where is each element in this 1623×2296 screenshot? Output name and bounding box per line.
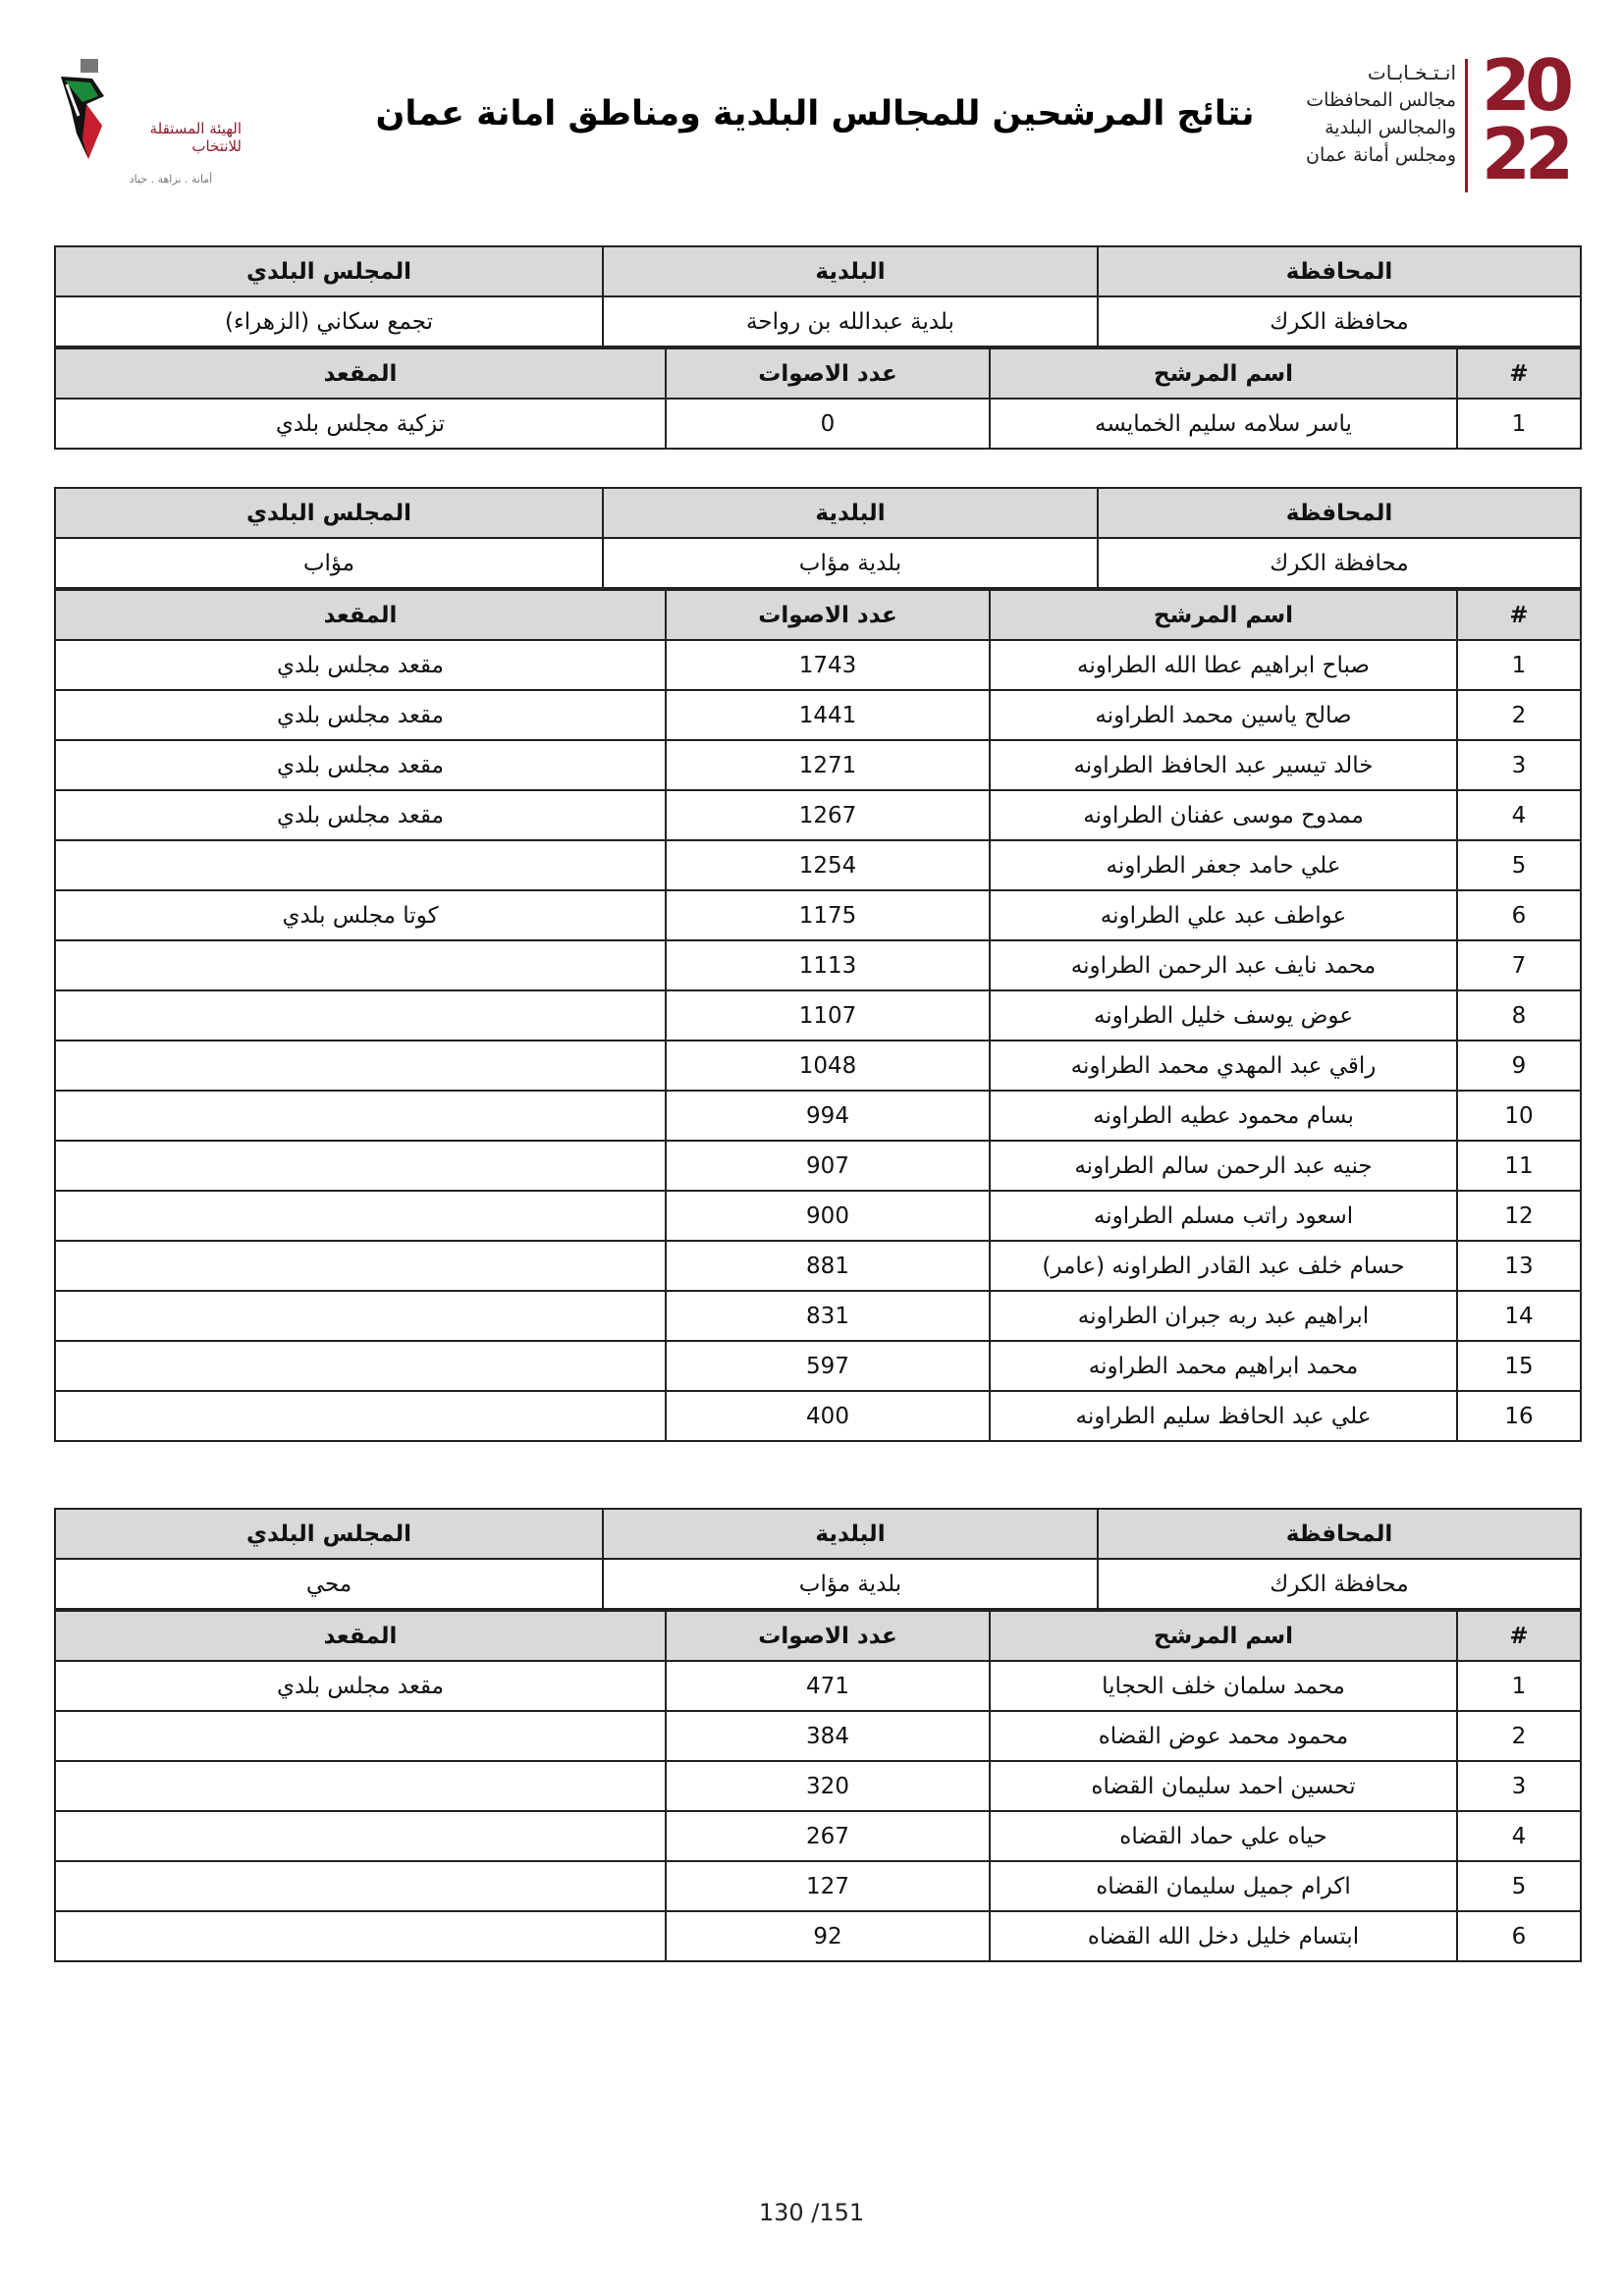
council-value: مؤاب [55, 538, 603, 588]
seat-header: المقعد [55, 590, 666, 640]
row-number: 9 [1457, 1041, 1581, 1091]
governorate-value: محافظة الكرك [1098, 1559, 1581, 1609]
table-row [55, 1761, 1581, 1811]
row-number: 12 [1457, 1191, 1581, 1241]
council-value: محي [55, 1559, 603, 1609]
row-number: 5 [1457, 840, 1581, 890]
seat-type [55, 1711, 666, 1761]
row-number: 1 [1457, 640, 1581, 690]
table-row [55, 1861, 1581, 1911]
row-number: 2 [1457, 690, 1581, 740]
candidate-header: اسم المرشح [990, 348, 1457, 399]
table-row [55, 1041, 1581, 1091]
elections-logo-text: انـتـخـابـات مجالس المحافظات والمجالس البلدية ومجلس أمانة عمان [1306, 61, 1456, 166]
candidate-name: علي عبد الحافظ سليم الطراونه [990, 1391, 1457, 1441]
votes-header: عدد الاصوات [666, 348, 990, 399]
municipality-header: البلدية [603, 246, 1098, 296]
candidate-name: اكرام جميل سليمان القضاه [990, 1861, 1457, 1911]
seat-header: المقعد [55, 1611, 666, 1661]
candidate-name: ياسر سلامه سليم الخمايسه [990, 399, 1457, 449]
row-number: 4 [1457, 1811, 1581, 1861]
council-info-table [54, 1508, 1582, 1610]
seat-type: مقعد مجلس بلدي [55, 740, 666, 790]
vote-count: 597 [666, 1341, 990, 1391]
logo-divider [1465, 59, 1468, 192]
council-info-table [54, 487, 1582, 589]
table-row [55, 1141, 1581, 1191]
seat-type [55, 1041, 666, 1091]
year-mark: 20 22 [1481, 44, 1569, 195]
table-row [55, 1661, 1581, 1711]
table-row [55, 690, 1581, 740]
candidate-name: ابتسام خليل دخل الله القضاه [990, 1911, 1457, 1961]
table-row [55, 1091, 1581, 1141]
vote-count: 267 [666, 1811, 990, 1861]
hash-header: # [1457, 348, 1581, 399]
candidate-name: جنيه عبد الرحمن سالم الطراونه [990, 1141, 1457, 1191]
row-number: 11 [1457, 1141, 1581, 1191]
candidates-header-row [55, 348, 1581, 399]
vote-count: 0 [666, 399, 990, 449]
governorate-value: محافظة الكرك [1098, 296, 1581, 347]
row-number: 2 [1457, 1711, 1581, 1761]
table-row [55, 1291, 1581, 1341]
table-row [55, 1341, 1581, 1391]
table-row [55, 1191, 1581, 1241]
vote-count: 900 [666, 1191, 990, 1241]
seat-type [55, 1141, 666, 1191]
council-info-table [54, 245, 1582, 347]
candidate-name: علي حامد جعفر الطراونه [990, 840, 1457, 890]
info-value-row [55, 1559, 1581, 1609]
seat-type: مقعد مجلس بلدي [55, 1661, 666, 1711]
table-row [55, 790, 1581, 840]
seat-type [55, 1761, 666, 1811]
table-row [55, 940, 1581, 990]
vote-count: 881 [666, 1241, 990, 1291]
votes-header: عدد الاصوات [666, 590, 990, 640]
table-row [55, 740, 1581, 790]
vote-count: 384 [666, 1711, 990, 1761]
row-number: 14 [1457, 1291, 1581, 1341]
vote-count: 92 [666, 1911, 990, 1961]
row-number: 5 [1457, 1861, 1581, 1911]
row-number: 10 [1457, 1091, 1581, 1141]
vote-count: 1743 [666, 640, 990, 690]
row-number: 8 [1457, 990, 1581, 1041]
table-row [55, 1391, 1581, 1441]
seat-header: المقعد [55, 348, 666, 399]
candidate-name: محمود محمد عوض القضاه [990, 1711, 1457, 1761]
candidate-name: محمد نايف عبد الرحمن الطراونه [990, 940, 1457, 990]
candidates-header-row [55, 1611, 1581, 1661]
candidate-name: صالح ياسين محمد الطراونه [990, 690, 1457, 740]
iec-logo [53, 57, 249, 194]
candidates-table [54, 589, 1582, 1442]
council-value: تجمع سكاني (الزهراء) [55, 296, 603, 347]
vote-count: 1175 [666, 890, 990, 940]
info-header-row [55, 246, 1581, 296]
row-number: 3 [1457, 740, 1581, 790]
candidate-header: اسم المرشح [990, 1611, 1457, 1661]
vote-count: 320 [666, 1761, 990, 1811]
hash-header: # [1457, 590, 1581, 640]
candidate-name: حياه علي حماد القضاه [990, 1811, 1457, 1861]
iec-name: الهيئة المستقلة للانتخاب [149, 120, 242, 155]
council-header: المجلس البلدي [55, 246, 603, 296]
seat-type: مقعد مجلس بلدي [55, 690, 666, 740]
candidates-header-row [55, 590, 1581, 640]
seat-type [55, 990, 666, 1041]
candidate-name: محمد سلمان خلف الحجايا [990, 1661, 1457, 1711]
seat-type: مقعد مجلس بلدي [55, 640, 666, 690]
info-header-row [55, 1509, 1581, 1559]
info-header-row [55, 488, 1581, 538]
row-number: 4 [1457, 790, 1581, 840]
vote-count: 1113 [666, 940, 990, 990]
results-section [54, 245, 1580, 450]
seat-type [55, 1241, 666, 1291]
vote-count: 1441 [666, 690, 990, 740]
candidates-table [54, 1610, 1582, 1962]
seat-type [55, 1341, 666, 1391]
candidate-name: بسام محمود عطيه الطراونه [990, 1091, 1457, 1141]
table-row [55, 1911, 1581, 1961]
municipality-value: بلدية عبدالله بن رواحة [603, 296, 1098, 347]
candidate-name: خالد تيسير عبد الحافظ الطراونه [990, 740, 1457, 790]
row-number: 13 [1457, 1241, 1581, 1291]
elections-2022-logo [1279, 44, 1574, 198]
candidate-name: حسام خلف عبد القادر الطراونه (عامر) [990, 1241, 1457, 1291]
row-number: 3 [1457, 1761, 1581, 1811]
governorate-header: المحافظة [1098, 1509, 1581, 1559]
municipality-value: بلدية مؤاب [603, 538, 1098, 588]
candidate-name: عوض يوسف خليل الطراونه [990, 990, 1457, 1041]
seat-type [55, 1191, 666, 1241]
municipality-header: البلدية [603, 488, 1098, 538]
row-number: 6 [1457, 1911, 1581, 1961]
page-number: 130 /151 [758, 2199, 865, 2226]
info-value-row [55, 296, 1581, 347]
candidate-name: راقي عبد المهدي محمد الطراونه [990, 1041, 1457, 1091]
row-number: 1 [1457, 1661, 1581, 1711]
candidate-name: صباح ابراهيم عطا الله الطراونه [990, 640, 1457, 690]
table-row [55, 1811, 1581, 1861]
vote-count: 994 [666, 1091, 990, 1141]
vote-count: 400 [666, 1391, 990, 1441]
seat-type [55, 1291, 666, 1341]
governorate-header: المحافظة [1098, 488, 1581, 538]
table-row [55, 990, 1581, 1041]
vote-count: 1271 [666, 740, 990, 790]
results-section [54, 487, 1580, 1442]
candidate-name: اسعود راتب مسلم الطراونه [990, 1191, 1457, 1241]
page-header [0, 0, 1623, 206]
row-number: 1 [1457, 399, 1581, 449]
votes-header: عدد الاصوات [666, 1611, 990, 1661]
candidate-name: عواطف عبد علي الطراونه [990, 890, 1457, 940]
row-number: 7 [1457, 940, 1581, 990]
table-row [55, 890, 1581, 940]
seat-type [55, 1861, 666, 1911]
candidate-name: ممدوح موسى عفنان الطراونه [990, 790, 1457, 840]
candidate-name: تحسين احمد سليمان القضاه [990, 1761, 1457, 1811]
municipality-header: البلدية [603, 1509, 1098, 1559]
municipality-value: بلدية مؤاب [603, 1559, 1098, 1609]
seat-type [55, 1091, 666, 1141]
row-number: 16 [1457, 1391, 1581, 1441]
vote-count: 907 [666, 1141, 990, 1191]
vote-count: 127 [666, 1861, 990, 1911]
info-value-row [55, 538, 1581, 588]
hash-header: # [1457, 1611, 1581, 1661]
iec-motto: أمانة . نزاهة . حياد [129, 173, 213, 186]
results-section [54, 1508, 1580, 1962]
row-number: 15 [1457, 1341, 1581, 1391]
candidate-header: اسم المرشح [990, 590, 1457, 640]
candidate-name: ابراهيم عبد ربه جبران الطراونه [990, 1291, 1457, 1341]
seat-type [55, 1391, 666, 1441]
seat-type [55, 940, 666, 990]
vote-count: 471 [666, 1661, 990, 1711]
governorate-value: محافظة الكرك [1098, 538, 1581, 588]
table-row [55, 399, 1581, 449]
seat-type [55, 840, 666, 890]
vote-count: 1267 [666, 790, 990, 840]
governorate-header: المحافظة [1098, 246, 1581, 296]
vote-count: 831 [666, 1291, 990, 1341]
table-row [55, 1711, 1581, 1761]
seat-type: كوتا مجلس بلدي [55, 890, 666, 940]
council-header: المجلس البلدي [55, 1509, 603, 1559]
vote-count: 1107 [666, 990, 990, 1041]
page-title: نتائج المرشحين للمجالس البلدية ومناطق امانة عمان [375, 94, 1255, 133]
candidate-name: محمد ابراهيم محمد الطراونه [990, 1341, 1457, 1391]
jordan-map-icon [53, 57, 122, 165]
row-number: 6 [1457, 890, 1581, 940]
table-row [55, 1241, 1581, 1291]
table-row [55, 640, 1581, 690]
table-row [55, 840, 1581, 890]
candidates-table [54, 347, 1582, 450]
vote-count: 1048 [666, 1041, 990, 1091]
council-header: المجلس البلدي [55, 488, 603, 538]
seat-type: تزكية مجلس بلدي [55, 399, 666, 449]
seat-type [55, 1811, 666, 1861]
seat-type [55, 1911, 666, 1961]
vote-count: 1254 [666, 840, 990, 890]
seat-type: مقعد مجلس بلدي [55, 790, 666, 840]
